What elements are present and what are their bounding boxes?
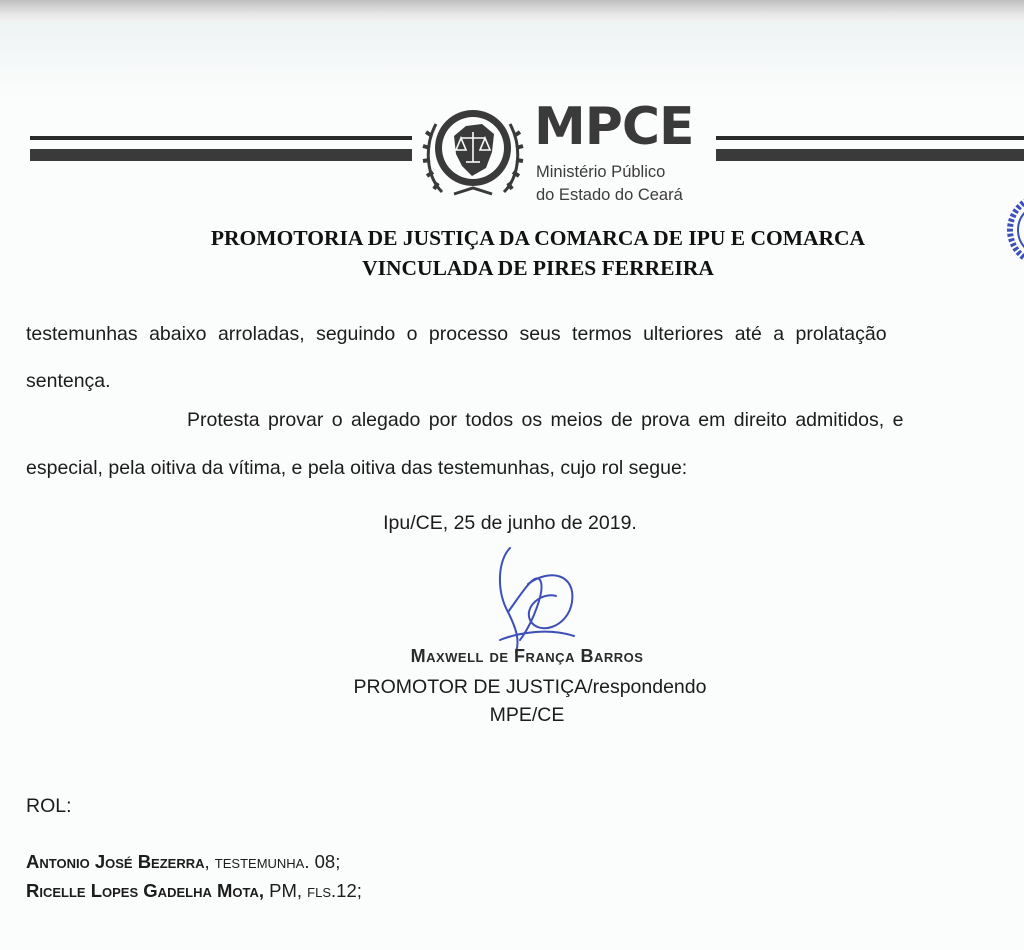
letterhead-rule-right — [716, 136, 1024, 168]
signer-organization: MPE/CE — [489, 704, 565, 726]
body-line-1: testemunhas abaixo arroladas, seguindo o processo seus termos ulteriores até a prolatação — [26, 323, 887, 345]
brand-subtitle-2: do Estado do Ceará — [536, 186, 683, 204]
rol-label: ROL: — [26, 795, 72, 817]
scan-top-edge — [0, 0, 1024, 22]
office-heading-line-1: PROMOTORIA DE JUSTIÇA DA COMARCA DE IPU E COMARCA — [210, 226, 866, 250]
signer-role: PROMOTOR DE JUSTIÇA/respondendo — [353, 676, 707, 698]
letterhead-rule-left — [30, 136, 412, 168]
witness-entry — [26, 880, 362, 902]
brand-subtitle-1: Ministério Público — [536, 163, 666, 181]
mpce-emblem-icon — [420, 96, 526, 208]
body-line-3: Protesta provar o alegado por todos os meios de prova em direito admitidos, e — [187, 409, 904, 431]
document-date: Ipu/CE, 25 de junho de 2019. — [383, 512, 637, 534]
witness-detail: , testemunha. 08; — [204, 851, 341, 872]
witness-detail: PM, fls.12; — [264, 880, 362, 901]
signer-name: Maxwell de França Barros — [410, 646, 644, 666]
scan-haze — [0, 22, 1024, 92]
body-line-2: sentença. — [26, 370, 111, 392]
witness-name: Ricelle Lopes Gadelha Mota, — [26, 880, 265, 901]
brand-name: MPCE — [534, 97, 694, 157]
handwritten-signature — [480, 540, 590, 660]
body-line-4: especial, pela oitiva da vítima, e pela oitiva das testemunhas, cujo rol segue: — [26, 457, 688, 479]
witness-entry — [26, 851, 340, 873]
office-heading-line-2: VINCULADA DE PIRES FERREIRA — [362, 256, 714, 280]
witness-name: Antonio José Bezerra — [26, 851, 205, 872]
